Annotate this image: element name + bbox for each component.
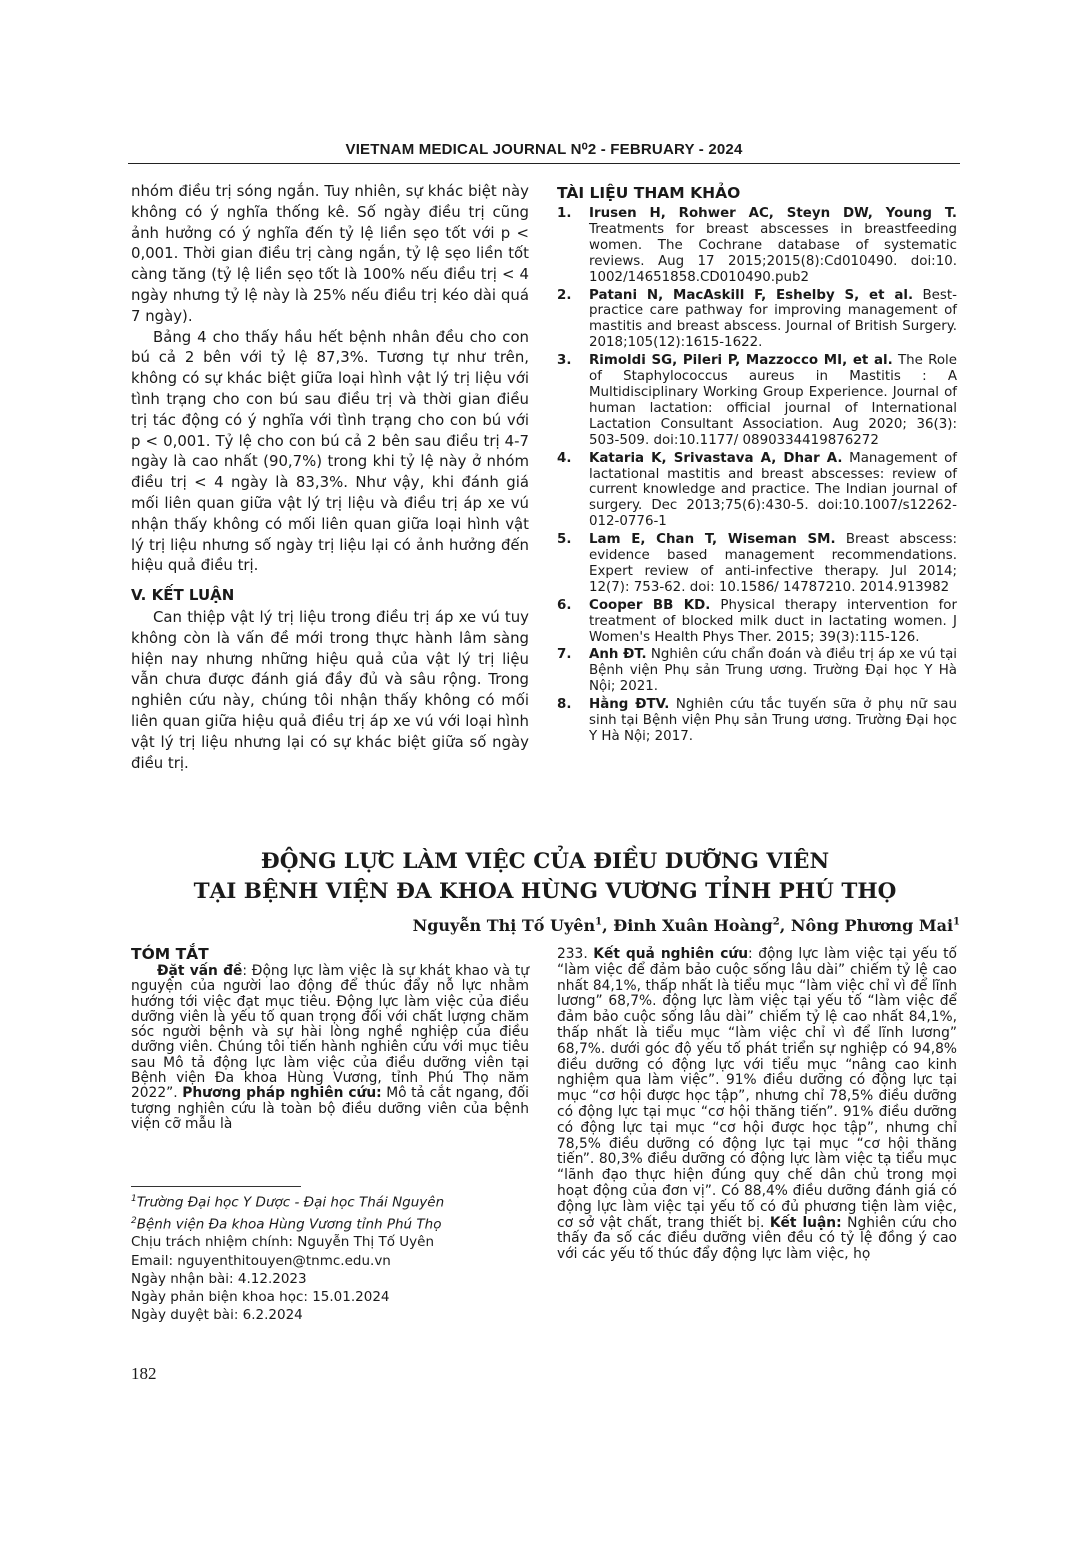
reference-item (557, 697, 957, 745)
author-list: Nguyễn Thị Tố Uyên$^1$, Đinh Xuân Hoàng$^2$, Nông Phương Mai$^1$ (412, 916, 960, 935)
summary-label: Kết quả nghiên cứu (593, 946, 749, 962)
footnote-affiliation: $^1$Trường Đại học Y Dược - Đại học Thái Nguyên (131, 1194, 445, 1211)
page-number: 182 (131, 1364, 157, 1383)
reference-number: 1. (557, 206, 572, 221)
footnote-affiliation: $^2$Bệnh viện Đa khoa Hùng Vương tỉnh Phú Thọ (131, 1215, 442, 1233)
affiliation-mark: 2 (772, 916, 780, 928)
reference-authors: Hằng ĐTV. (589, 697, 670, 713)
paragraph: nhóm điều trị sóng ngắn. Tuy nhiên, sự khác biệt này không có ý nghĩa thống kê. Số ngày điều trị cũng ảnh hưởng có ý nghĩa đến tỷ lệ liền sẹo tốt với p < 0,001. Thời gian điều trị càng ngắn, tỷ lệ sẹo liền tốt càng tăng (tỷ lệ liền sẹo tốt là 100% nếu điều trị < 4 ngày nhưng tỷ lệ này là 25% nếu điều trị kéo dài quá 7 ngày). (131, 182, 529, 325)
reference-item (557, 532, 957, 596)
reference-list (557, 206, 957, 745)
footnote-received: Ngày nhận bài: 4.12.2023 (131, 1270, 307, 1287)
summary-text: 233. (557, 946, 594, 962)
journal-header: VIETNAM MEDICAL JOURNAL N⁰2 - FEBRUARY - 2024 (128, 140, 960, 164)
reference-authors: Cooper BB KD. (589, 597, 711, 613)
affiliation-mark: 1 (595, 916, 603, 928)
reference-authors: Patani N, MacAskill F, Eshelby S, et al. (589, 287, 914, 303)
references-section (557, 183, 957, 747)
summary-paragraph (131, 964, 529, 1132)
author-name: Nông Phương Mai (790, 916, 954, 935)
reference-number: 3. (557, 353, 572, 369)
reference-text: The Role of Staphylococcus aureus in Mastitis : A Multidisciplinary Working Group Experience. Journal of human lactation: official journal of International Lactation Consultant Association. Aug 2020; 36(3): 503-509. doi:10.1177/ 0890334419876272 (589, 353, 957, 448)
reference-authors: Kataria K, Srivastava A, Dhar A. (589, 450, 843, 466)
summary-paragraph (557, 947, 957, 1263)
reference-text: Best-practice care pathway for improving management of mastitis and breast abscess. Journal of British Surgery. 2018;105(12):1615-1622. (589, 287, 957, 351)
reference-text: Physical therapy intervention for treatment of blocked milk duct in lactating women. J Women's Health Phys Ther. 2015; 39(3):115-126. (589, 597, 958, 645)
reference-text: Nghiên cứu chẩn đoán và điều trị áp xe vú tại Bệnh viện Phụ sản Trung ương. Trường Đại học Y Hà Nội; 2021. (589, 647, 957, 695)
summary-heading: TÓM TẮT (131, 945, 209, 963)
reference-number: 2. (557, 287, 572, 303)
reference-item (557, 288, 957, 352)
reference-authors: Irusen H, Rohwer AC, Steyn DW, Young T. (589, 206, 957, 221)
summary-text: Mô tả cắt ngang, đối tượng nghiên cứu là toàn bộ điều dưỡng viên của bệnh viện cỡ mẫu là (131, 1085, 530, 1132)
summary-text: Nghiên cứu cho thấy đa số các điều dưỡng viên đều có tỷ lệ đồng ý cao với các yếu tố thúc đẩy động lực làm việc, họ (557, 1214, 957, 1263)
footnote-email: Email: nguyenthitouyen@tnmc.edu.vn (131, 1252, 391, 1269)
summary-label: Phương pháp nghiên cứu: (182, 1085, 382, 1102)
footnote-reviewed: Ngày phản biện khoa học: 15.01.2024 (131, 1289, 390, 1306)
summary-label: Kết luận: (769, 1214, 842, 1231)
section-heading-conclusion: V. KẾT LUẬN (131, 586, 235, 605)
footnotes (131, 1190, 531, 1324)
left-column-text (131, 181, 529, 773)
reference-authors: Anh ĐT. (589, 647, 647, 663)
reference-text: Management of lactational mastitis and breast abscesses: review of current knowledge and practice. The Indian journal of surgery. Dec 2013;75(6):430-5. doi:10.1007/s12262-012-0776-1 (589, 450, 957, 530)
title-line: ĐỘNG LỰC LÀM VIỆC CỦA ĐIỀU DƯỠNG VIÊN (260, 849, 830, 874)
reference-item (557, 451, 957, 531)
reference-number: 6. (557, 597, 572, 613)
reference-number: 7. (557, 647, 572, 663)
article-title (160, 847, 930, 907)
reference-text: Breast abscess: evidence based management recommendations. Expert review of anti-infective therapy. Jul 2014; 12(7): 753-62. doi: 10.1586/ 14787210. 2014.913982 (589, 532, 957, 595)
summary-left (131, 944, 529, 1132)
reference-text: Treatments for breast abscesses in breastfeeding women. The Cochrane database of systematic reviews. Aug 17 2015;2015(8):Cd010490. doi:10. 1002/14651858.CD010490.pub2 (589, 221, 957, 285)
paragraph: Can thiệp vật lý trị liệu trong điều trị áp xe vú tuy không còn là vấn đề mới trong thực hành lâm sàng hiện nay nhưng những hiệu quả của vật lý trị liệu vẫn chưa được đánh giá đầy đủ và sâu rộng. Trong nghiên cứu này, chúng tôi nhận thấy không có mối liên quan giữa hiệu quả điều trị áp xe vú với loại hình vật lý trị liệu nhưng lại có sự khác biệt giữa số ngày điều trị. (131, 607, 529, 772)
affiliation-mark: 1 (953, 916, 960, 928)
footnote-corresponding: Chịu trách nhiệm chính: Nguyễn Thị Tố Uyên (131, 1234, 434, 1251)
reference-item (557, 598, 957, 646)
reference-number: 4. (557, 450, 572, 466)
reference-authors: Lam E, Chan T, Wiseman SM. (589, 532, 836, 548)
reference-text: Nghiên cứu tắc tuyến sữa ở phụ nữ sau sinh tại Bệnh viện Phụ sản Trung ương. Trường Đại học Y Hà Nội; 2017. (589, 697, 957, 744)
summary-text: : động lực làm việc tại yếu tố “làm việc để đảm bảo cuộc sống lâu dài” chiếm tỷ lệ cao nhất 84,1%, thấp nhất là tiểu mục “làm việc chỉ vì để lĩnh lương” 68,7%. động lực làm việc tại yếu tố “làm việc để đảm bảo cuộc sống lâu dài” chiếm tỷ lệ cao nhất 84,1%, thấp nhất là tiểu mục “làm việc chỉ vì để lĩnh lương” 68,7%. dưới góc độ yếu tố phát triển sự nghiệp có 94,8% điều dưỡng có động lực với tiểu mục “nâng cao kinh nghiệm qua làm việc”. 91% điều dưỡng có động lực tại mục “cơ hội được học tập”, nhưng chỉ 78,5% điều dưỡng có động lực tại mục “cơ hội thăng tiến”. 91% điều dưỡng có động lực tại mục “cơ hội được học tập”, nhưng chỉ 78,5% điều dưỡng có động lực tại mục “cơ hội thăng tiến”. 80,3% điều dưỡng có động lực làm việc tạ tiểu mục “lãnh đạo thực hiện đúng quy chế dân chủ trong mọi hoạt động của đơn vị”. Có 88,4% điều dưỡng đánh giá có động lực làm việc tại yếu tố có đủ phương tiện làm việc, cơ sở vật chất, trang thiết bị. (557, 946, 957, 1231)
reference-number: 8. (557, 697, 572, 713)
reference-authors: Rimoldi SG, Pileri P, Mazzocco MI, et al. (589, 353, 893, 369)
footnote-approved: Ngày duyệt bài: 6.2.2024 (131, 1307, 303, 1324)
footnote-divider (131, 1186, 301, 1187)
summary-text: : Động lực làm việc là sự khát khao và tự nguyện của người lao động để thúc đẩy nỗ lực nhằm hướng tới việc đạt mục tiêu. Động lực làm việc của điều dưỡng viên là yếu tố quan trọng đối với chất lượng chăm sóc người bệnh và sự hài lòng nghề nghiệp của điều dưỡng viên. Chúng tôi tiến hành nghiên cứu với mục tiêu sau Mô tả động lực làm việc của điều dưỡng viên tại Bệnh viện Đa khoa Hùng Vương, tỉnh Phú Thọ năm 2022”. (131, 963, 529, 1102)
summary-label: Đặt vấn đề (157, 963, 243, 979)
reference-item (557, 647, 957, 695)
reference-item (557, 353, 957, 448)
reference-number: 5. (557, 532, 572, 548)
references-heading: TÀI LIỆU THAM KHẢO (557, 184, 741, 202)
reference-item (557, 206, 957, 286)
author-name: Nguyễn Thị Tố Uyên (412, 916, 596, 935)
title-line: TẠI BỆNH VIỆN ĐA KHOA HÙNG VƯƠNG TỈNH PHÚ THỌ (193, 879, 897, 904)
author-name: Đinh Xuân Hoàng (613, 916, 773, 935)
summary-right (557, 947, 957, 1263)
paragraph: Bảng 4 cho thấy hầu hết bệnh nhân đều cho con bú cả 2 bên với tỷ lệ 87,3%. Tương tự như trên, không có sự khác biệt giữa loại hình vật lý trị liệu với tình trạng cho con bú sau điều trị và thời gian điều trị tác động có ý nghĩa với tình trạng cho con bú với p < 0,001. Tỷ lệ cho con bú cả 2 bên sau điều trị 4-7 ngày là cao nhất (90,7%) trong khi tỷ lệ này ở nhóm điều trị < 4 ngày là 83,3%. Như vậy, khi đánh giá mối liên quan giữa vật lý trị liệu và điều trị áp xe vú nhận thấy không có mối liên quan giữa loại hình vật lý trị liệu nhưng số ngày trị liệu lại có ảnh hưởng đến hiệu quả điều trị. (131, 327, 529, 575)
